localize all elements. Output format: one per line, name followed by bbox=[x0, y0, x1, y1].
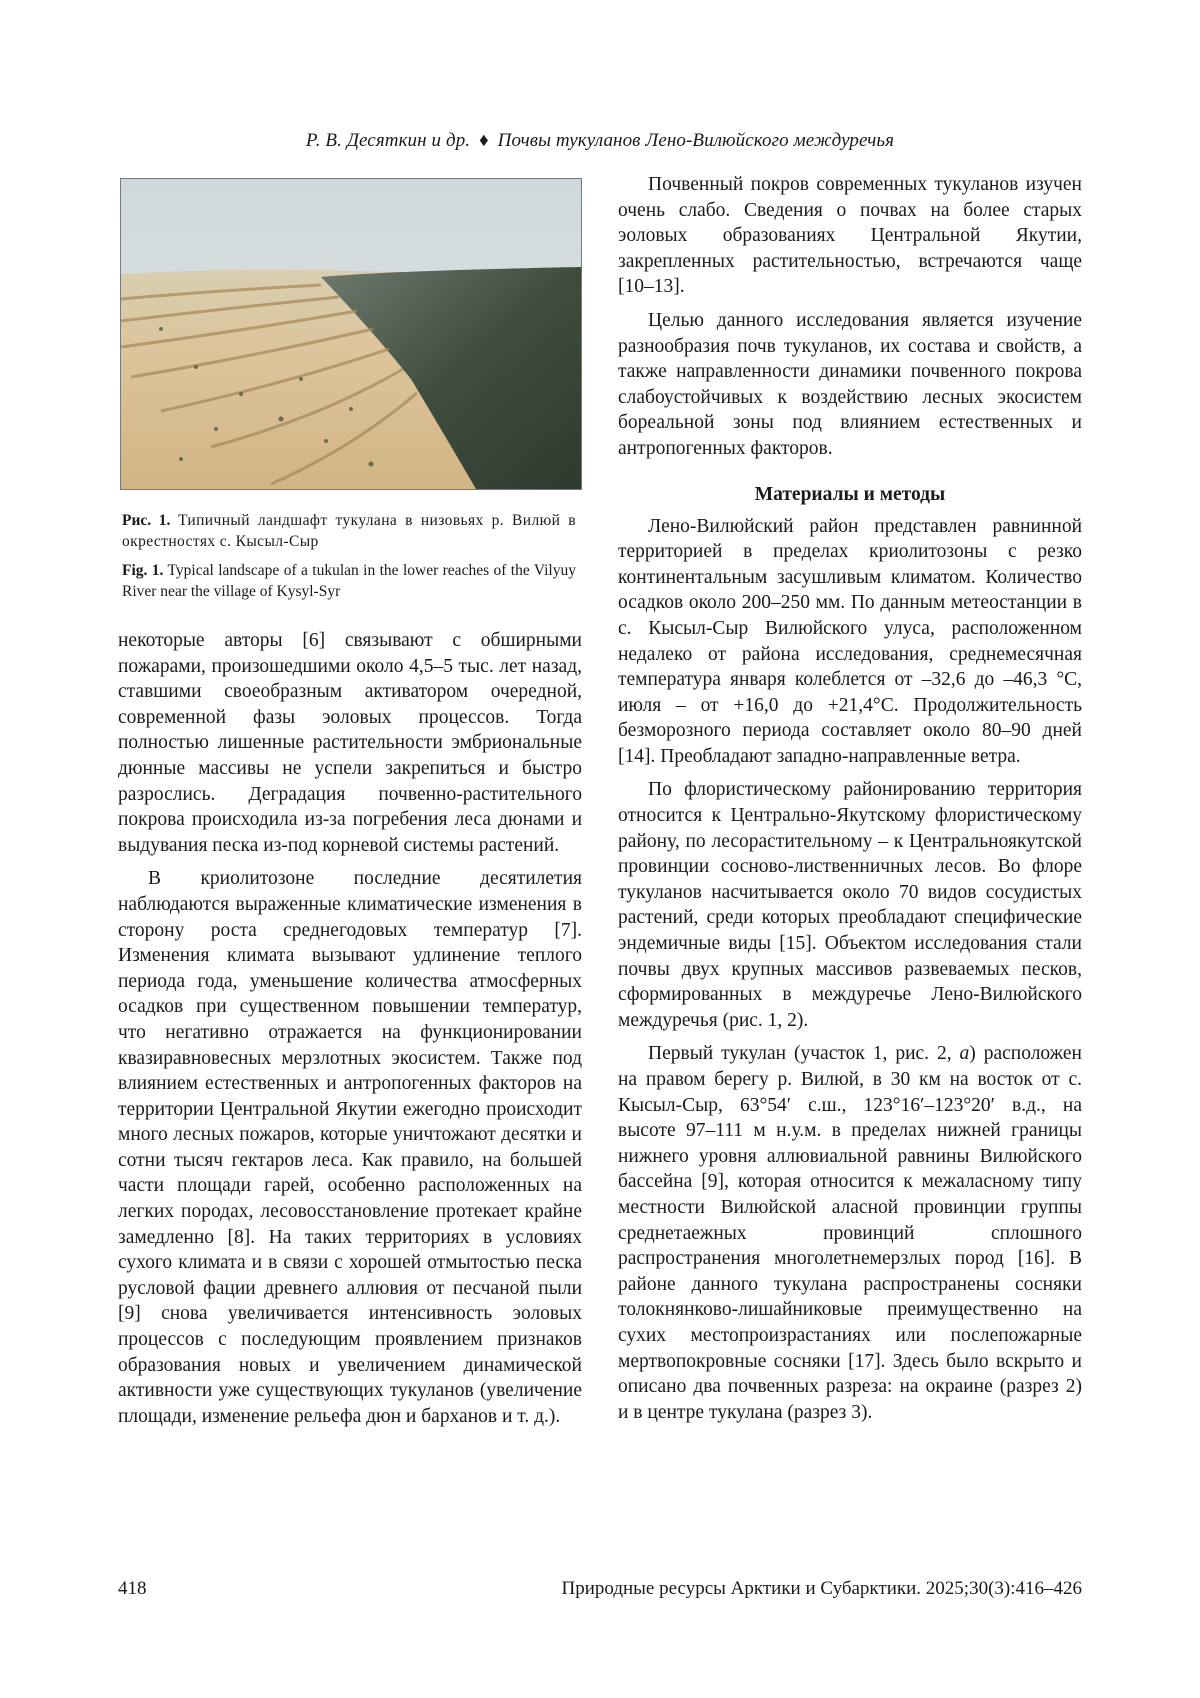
running-header bbox=[118, 130, 1082, 152]
caption-en-label: Fig. 1. bbox=[122, 562, 164, 579]
left-paragraph-2: В криолитозоне последние десятилетия наблюдаются выраженные климатические изменения в сторону роста среднегодовых температур [7]. Изменения климата вызывают удлинение теплого периода года, уменьшение количества атмосферных осадков при существенном повышении температур, что негативно отражается на функционировании квазиравновесных мерзлотных экосистем. Также под влиянием естественных и антропогенных факторов на территории Центральной Якутии ежегодно происходит много лесных пожаров, которые уничтожают десятки и сотни тысяч гектаров леса. Как правило, на большей части площади гарей, особенно расположенных на легких породах, лесовосстановление протекает крайне замедленно [8]. На таких территориях в условиях сухого климата и в связи с хорошей отмытостью песка русловой фации древнего аллювия от песчаной пыли [9] снова увеличивается интенсивность эоловых процессов с последующим проявлением признаков образования новых и увеличением динамической активности уже существующих тукуланов (увеличение площади, изменение рельефа дюн и барханов и т. д.). bbox=[118, 868, 582, 1427]
header-authors: Р. В. Десяткин и др. bbox=[305, 130, 471, 151]
p5-text-before: Первый тукулан (участок 1, рис. 2, bbox=[648, 1043, 960, 1065]
caption-en-text: Typical landscape of a tukulan in the lower reaches of the Vilyuy River near the village of Kysyl-Syr bbox=[122, 562, 576, 600]
right-column bbox=[618, 172, 1082, 1425]
caption-ru-text: Типичный ландшафт тукулана в низовьях р. Вилюй в окрестностях с. Кысыл-Сыр bbox=[122, 512, 576, 550]
right-paragraph-1: Почвенный покров современных тукуланов изучен очень слабо. Сведения о почвах на более старых эоловых образованиях Центральной Якутии, закрепленных растительностью, встречаются чаще [10–13]. bbox=[618, 174, 1082, 298]
tukulan-landscape-image bbox=[121, 179, 581, 489]
right-paragraph-2: Целью данного исследования является изучение разнообразия почв тукуланов, их состава и свойств, а также направленности динамики почвенного покрова слабоустойчивых к воздействию лесных экосистем бореальной зоны под влиянием естественных и антропогенных факторов. bbox=[618, 309, 1082, 459]
right-paragraph-4: По флористическому районированию территория относится к Центрально-Якутскому флористическому району, по лесорастительному – к Центральноякутской провинции сосново-лиственничных лесов. Во флоре тукуланов насчитывается около 70 видов сосудистых растений, среди которых преобладают специфические эндемичные виды [15]. Объектом исследования стали почвы двух крупных массивов развеваемых песков, сформированных в междуречье Лено-Вилюйского междуречья (рис. 1, 2). bbox=[618, 779, 1082, 1031]
right-paragraph-3: Лено-Вилюйский район представлен равнинной территорией в пределах криолитозоны с резко континентальным засушливым климатом. Количество осадков около 200–250 мм. По данным метеостанции в с. Кысыл-Сыр Вилюйского улуса, расположенном недалеко от района исследования, среднемесячная температура января колеблется от –32,6 до –46,3 °С, июля – от +16,0 до +21,4°С. Продолжительность безморозного периода составляет около 80–90 дней [14]. Преобладают западно-направленные ветра. bbox=[618, 515, 1082, 767]
p5-text-after: ) расположен на правом берегу р. Вилюй, в 30 км на восток от с. Кысыл-Сыр, 63°54′ с.ш., 123°16′–123°20′ в.д., на высоте 97–111 м н.у.м. в пределах нижней границы нижнего уровня аллювиальной равнины Вилюйского бассейна [9], которая относится к межаласному типу местности Вилюйской аласной провинции группы среднетаежных провинций сплошного распространения многолетнемерзлых пород [16]. В районе данного тукулана распространены сосняки толокнянково-лишайниковые преимущественно на сухих местопроизрастаниях или послепожарные мертвопокровные сосняки [17]. Здесь было вскрыто и описано два почвенных разреза: на окраине (разрез 2) и в центре тукулана (разрез 3). bbox=[618, 1043, 1082, 1423]
header-title: Почвы тукуланов Лено-Вилюйского междуречья bbox=[497, 130, 895, 151]
right-paragraph-5 bbox=[618, 1041, 1082, 1425]
figure-1-photo bbox=[120, 178, 582, 490]
figure-caption-ru bbox=[118, 510, 582, 552]
p5-italic: а bbox=[959, 1043, 970, 1065]
page-number: 418 bbox=[118, 1578, 147, 1599]
left-paragraph-1: некоторые авторы [6] связывают с обширными пожарами, произошедшими около 4,5–5 тыс. лет назад, ставшими своеобразным активатором очередной, современной фазы эоловых процессов. Тогда полностью лишенные растительности эмбриональные дюнные массивы не успели закрепиться и быстро разрослись. Деградация почвенно-растительного покрова происходила из-за погребения леса дюнами и выдувания песка из-под корневой системы растений. bbox=[118, 630, 582, 856]
journal-citation: Природные ресурсы Арктики и Субарктики. 2025;30(3):416–426 bbox=[561, 1578, 1082, 1599]
header-bullet: ♦ bbox=[479, 130, 489, 151]
figure-caption-en bbox=[118, 560, 582, 602]
caption-ru-label: Рис. 1. bbox=[122, 512, 171, 529]
left-column bbox=[118, 172, 582, 1429]
section-heading-methods: Материалы и методы bbox=[754, 483, 946, 505]
